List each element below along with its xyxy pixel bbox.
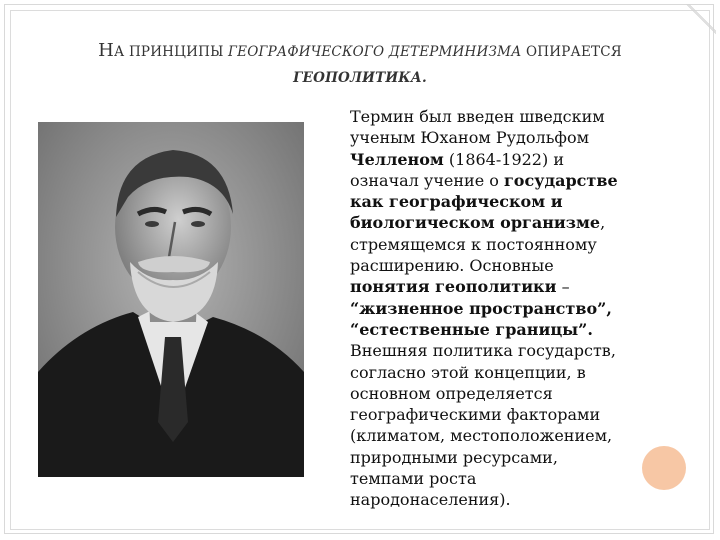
- title-line-1: НА ПРИНЦИПЫ ГЕОГРАФИЧЕСКОГО ДЕТЕРМИНИЗМА ОПИРАЕТСЯ: [98, 40, 622, 61]
- body-text: Термин был введен шведским ученым Юханом Рудольфом Челленом (1864-1922) и означал учение о государстве как географическом и биологическом организме, стремящемся к постоянному расширению. Основные понятия геополитики – “жизненное пространство”, “естественные границы”. Внешняя политика государств, согласно этой концепции, в основном определяется географическими факторами (климатом, местоположением, природными ресурсами, темпами роста народонаселения).: [350, 107, 618, 510]
- slide-title: [0, 38, 720, 91]
- decorative-circle: [642, 446, 686, 490]
- title-line-2: ГЕОПОЛИТИКА.: [293, 70, 427, 86]
- portrait-photo: [38, 122, 304, 477]
